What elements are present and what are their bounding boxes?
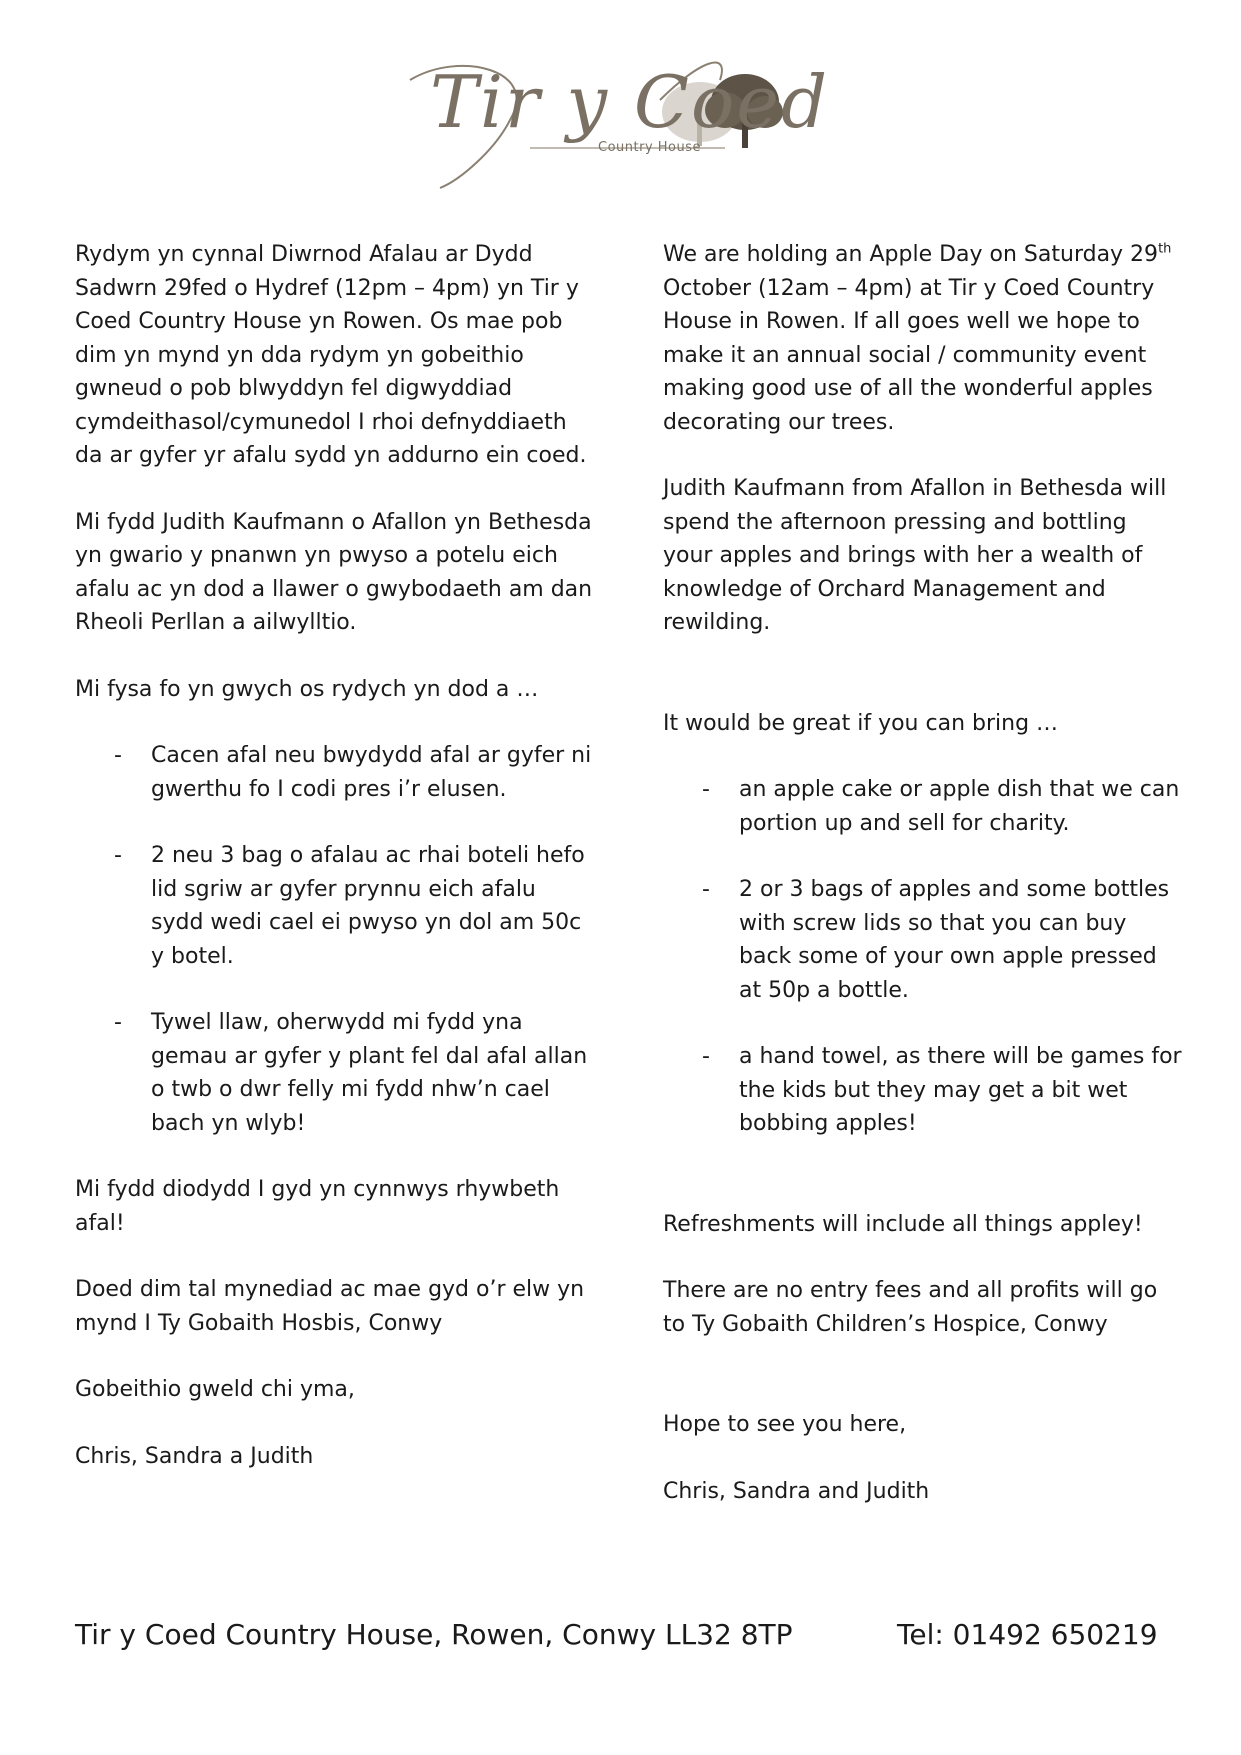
english-intro	[663, 238, 1183, 439]
english-column	[663, 238, 1183, 1508]
list-item	[75, 1006, 595, 1140]
list-item-text: 2 or 3 bags of apples and some bottles with screw lids so that you can buy back some of your own apple pressed at 50p a bottle.	[739, 877, 1170, 1003]
logo	[400, 40, 830, 190]
list-item	[663, 773, 1183, 840]
ordinal-suffix: th	[1158, 241, 1172, 257]
list-item-text: Tywel llaw, oherwydd mi fydd yna gemau ar gyfer y plant fel dal afal allan o twb o dwr felly mi fydd nhw’n cael bach yn wlyb!	[151, 1010, 588, 1136]
list-item	[75, 839, 595, 973]
list-dash: -	[702, 1044, 710, 1069]
list-dash: -	[702, 777, 710, 802]
welsh-bring-intro: Mi fysa fo yn gwych os rydych yn dod a …	[75, 676, 539, 702]
english-fees: There are no entry fees and all profits will go to Ty Gobaith Children’s Hospice, Conwy	[663, 1278, 1158, 1337]
english-intro-rest: October (12am – 4pm) at Tir y Coed Country House in Rowen. If all goes well we hope to make it an annual social / community event making good use of all the wonderful apples decorating our trees.	[663, 275, 1155, 435]
list-item-text: an apple cake or apple dish that we can portion up and sell for charity.	[739, 777, 1180, 836]
english-bring-list	[663, 773, 1183, 1141]
welsh-intro: Rydym yn cynnal Diwrnod Afalau ar Dydd Sadwrn 29fed o Hydref (12pm – 4pm) yn Tir y Coed Country House yn Rowen. Os mae pob dim yn mynd yn dda rydym yn gobeithio gwneud o pob blwyddyn fel digwyddiad cymdeithasol/cymunedol I rhoi defnyddiaeth da ar gyfer yr afalu sydd yn addurno ein coed.	[75, 242, 587, 468]
english-closing: Hope to see you here,	[663, 1412, 907, 1437]
list-dash: -	[114, 843, 122, 868]
welsh-signature: Chris, Sandra a Judith	[75, 1443, 314, 1469]
list-item-text: 2 neu 3 bag o afalau ac rhai boteli hefo lid sgriw ar gyfer prynnu eich afalu sydd wedi cael ei pwyso yn dol am 50c y botel.	[151, 843, 585, 969]
list-item	[663, 873, 1183, 1007]
logo-subtitle: Country House	[598, 140, 702, 155]
welsh-closing: Gobeithio gweld chi yma,	[75, 1377, 355, 1402]
english-judith: Judith Kaufmann from Afallon in Bethesda will spend the afternoon pressing and bottling your apples and brings with her a wealth of knowledge of Orchard Management and rewilding.	[663, 476, 1167, 635]
welsh-column	[75, 238, 595, 1473]
welsh-fees: Doed dim tal mynediad ac mae gyd o’r elw yn mynd I Ty Gobaith Hosbis, Conwy	[75, 1277, 585, 1336]
list-item-text: Cacen afal neu bwydydd afal ar gyfer ni gwerthu fo I codi pres i’r elusen.	[151, 743, 592, 802]
list-dash: -	[114, 1010, 122, 1035]
welsh-bring-list	[75, 739, 595, 1140]
english-intro-start: We are holding an Apple Day on Saturday 29	[663, 242, 1159, 267]
welsh-judith: Mi fydd Judith Kaufmann o Afallon yn Bethesda yn gwario y pnanwn yn pwyso a potelu eich afalu ac yn dod a llawer o gwybodaeth am dan Rheoli Perllan a ailwylltio.	[75, 509, 593, 635]
footer-phone: Tel: 01492 650219	[897, 1618, 1158, 1651]
english-signature: Chris, Sandra and Judith	[663, 1478, 930, 1504]
english-bring-intro: It would be great if you can bring …	[663, 710, 1059, 736]
english-refreshments: Refreshments will include all things appley!	[663, 1211, 1143, 1237]
logo-name: Tir y Coed	[430, 60, 830, 144]
list-dash: -	[702, 877, 710, 902]
welsh-refreshments: Mi fydd diodydd I gyd yn cynnwys rhywbeth afal!	[75, 1177, 560, 1236]
list-item	[75, 739, 595, 806]
list-item-text: a hand towel, as there will be games for the kids but they may get a bit wet bobbing apples!	[739, 1044, 1182, 1136]
list-dash: -	[114, 743, 122, 768]
footer-address: Tir y Coed Country House, Rowen, Conwy LL32 8TP	[75, 1618, 793, 1651]
list-item	[663, 1040, 1183, 1141]
